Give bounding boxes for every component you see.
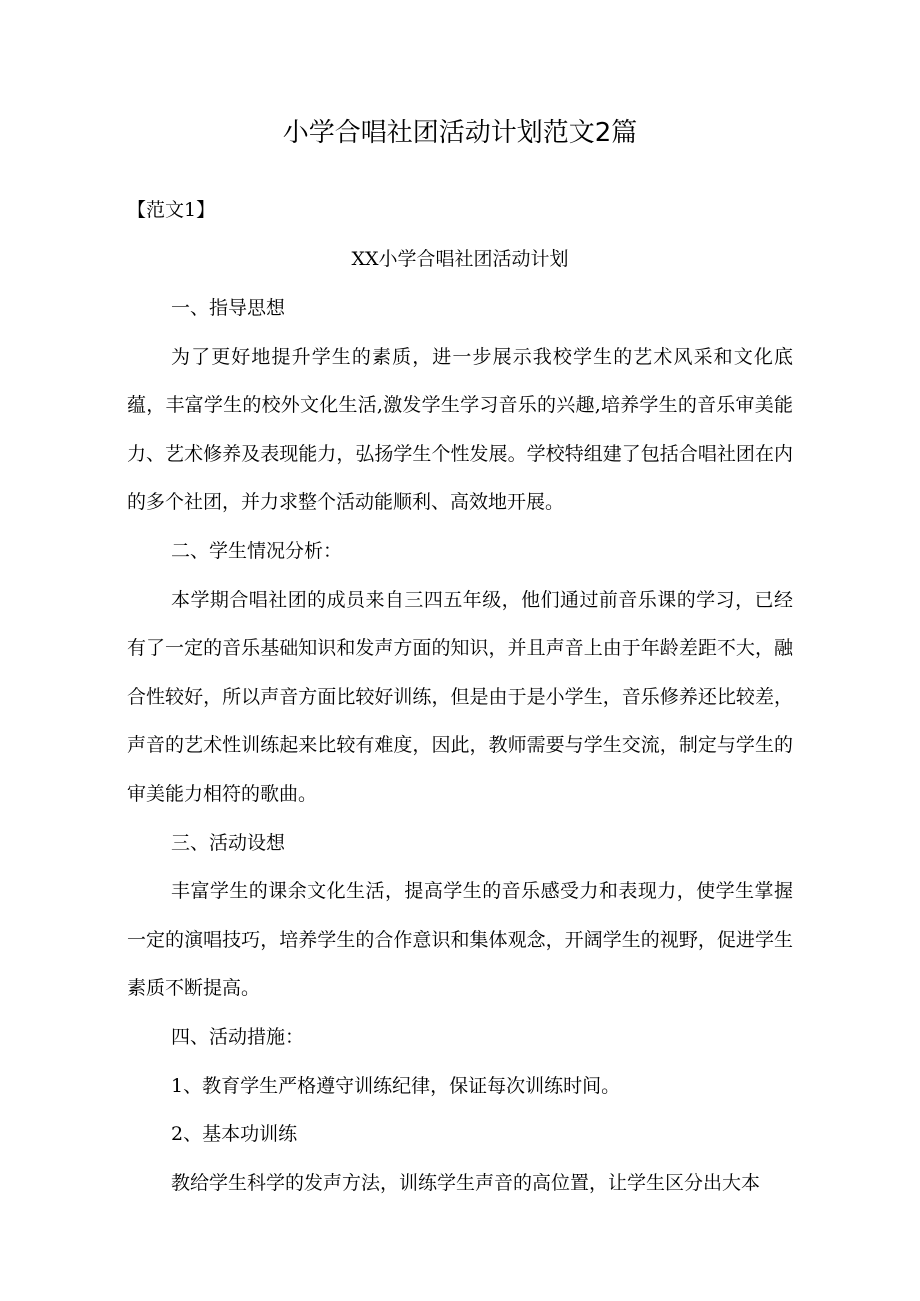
- document-body: [127, 284, 793, 1207]
- section-heading-activity-idea: 三、活动设想: [171, 831, 286, 854]
- paragraph-activity-idea: 丰富学生的课余文化生活，提高学生的音乐感受力和表现力，使学生掌握一定的演唱技巧，培养学生的合作意识和集体观念，开阔学生的视野，促进学生素质不断提高。: [127, 880, 793, 1000]
- paragraph-basic-training: 教给学生科学的发声方法，训练学生声音的高位置，让学生区分出大本: [171, 1171, 761, 1194]
- paragraph-student-analysis: 本学期合唱社团的成员来自三四五年级，他们通过前音乐课的学习，已经有了一定的音乐基础知识和发声方面的知识，并且声音上由于年龄差距不大，融合性较好，所以声音方面比较好训练，但是由于是小学生，音乐修养还比较差，声音的艺术性训练起来比较有难度，因此，教师需要与学生交流，制定与学生的审美能力相符的歌曲。: [127, 588, 793, 805]
- sample-label: 【范文1】: [127, 199, 216, 221]
- measure-item-2: 2、基本功训练: [171, 1123, 298, 1146]
- section-heading-activity-measures: 四、活动措施：: [171, 1025, 305, 1048]
- plan-subtitle: XX小学合唱社团活动计划: [351, 248, 569, 270]
- section-heading-student-analysis: 二、学生情况分析：: [171, 539, 343, 562]
- document-title: 小学合唱社团活动计划范文2篇: [282, 118, 638, 148]
- section-heading-guiding-thought: 一、指导思想: [171, 297, 286, 319]
- measure-item-1: 1、教育学生严格遵守训练纪律，保证每次训练时间。: [171, 1074, 621, 1097]
- paragraph-guiding-thought: 为了更好地提升学生的素质，进一步展示我校学生的艺术风采和文化底蕴，丰富学生的校外文化生活,激发学生学习音乐的兴趣,培养学生的音乐审美能力、艺术修养及表现能力，弘扬学生个性发展。学校特组建了包括合唱社团在内的多个社团，并力求整个活动能顺利、高效地开展。: [127, 345, 793, 514]
